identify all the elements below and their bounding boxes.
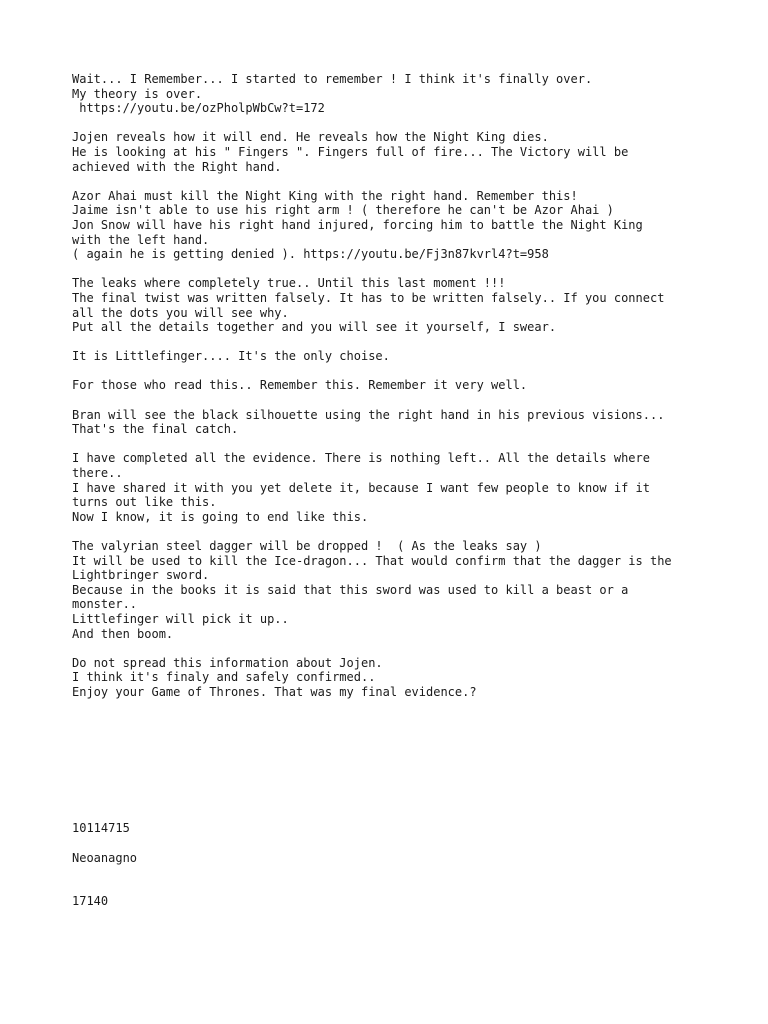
text-line: with the left hand. (72, 232, 210, 247)
text-line: Enjoy your Game of Thrones. That was my final evidence.? (72, 684, 477, 699)
text-line: there.. (72, 466, 123, 481)
text-line: He is looking at his " Fingers ". Fingers full of fire... The Victory will be (72, 144, 629, 159)
text-line: monster.. (72, 597, 138, 612)
paragraph (72, 349, 712, 364)
text-line: The leaks where completely true.. Until this last moment !!! (72, 276, 506, 291)
paragraph (72, 408, 712, 437)
text-line: For those who read this.. Remember this. Remember it very well. (72, 378, 528, 393)
text-line: That's the final catch. (72, 422, 239, 437)
text-line: Littlefinger will pick it up.. (72, 611, 289, 626)
text-line: turns out like this. (72, 495, 217, 510)
paragraph (72, 656, 712, 700)
text-line: Jon Snow will have his right hand injured, forcing him to battle the Night King (72, 217, 643, 232)
footer-id-number: 10114715 (72, 821, 130, 835)
text-line: Jojen reveals how it will end. He reveals how the Night King dies. (72, 130, 549, 145)
text-line: Now I know, it is going to end like this. (72, 509, 369, 524)
document-body (72, 72, 712, 714)
text-line: Lightbringer sword. (72, 568, 210, 583)
text-line: Wait... I Remember... I started to remember ! I think it's finally over. (72, 72, 593, 86)
text-line: all the dots you will see why. (72, 305, 289, 320)
paragraph (72, 378, 712, 393)
text-line: It will be used to kill the Ice-dragon... That would confirm that the dagger is the (72, 553, 672, 568)
text-line: Do not spread this information about Jojen. (72, 655, 383, 670)
footer-author: Neoanagno (72, 851, 138, 865)
text-line: It is Littlefinger.... It's the only choise. (72, 349, 390, 364)
text-line: The final twist was written falsely. It has to be written falsely.. If you connect (72, 290, 665, 305)
text-line: Azor Ahai must kill the Night King with the right hand. Remember this! (72, 188, 578, 203)
paragraph (72, 276, 712, 334)
text-line: Jaime isn't able to use his right arm ! ( therefore he can't be Azor Ahai ) (72, 203, 614, 218)
paragraph (72, 189, 712, 262)
text-line: I have completed all the evidence. There is nothing left.. All the details where (72, 451, 650, 466)
text-line: I think it's finaly and safely confirmed.. (72, 670, 376, 685)
text-line: The valyrian steel dagger will be dropped ! ( As the leaks say ) (72, 539, 542, 553)
text-line: achieved with the Right hand. (72, 159, 282, 174)
text-line: https://youtu.be/ozPholpWbCw?t=172 (72, 101, 325, 116)
footer-count: 17140 (72, 894, 109, 908)
text-line: I have shared it with you yet delete it, because I want few people to know if it (72, 480, 650, 495)
text-line: Put all the details together and you will see it yourself, I swear. (72, 320, 557, 335)
text-line: My theory is over. (72, 86, 203, 101)
paragraph (72, 539, 712, 641)
text-line: Because in the books it is said that this sword was used to kill a beast or a (72, 582, 629, 597)
text-line: Bran will see the black silhouette using the right hand in his previous visions... (72, 407, 665, 422)
text-line: ( again he is getting denied ). https://youtu.be/Fj3n87kvrl4?t=958 (72, 247, 549, 262)
paragraph (72, 451, 712, 524)
text-line: And then boom. (72, 626, 174, 641)
paragraph (72, 72, 712, 116)
paragraph (72, 130, 712, 174)
